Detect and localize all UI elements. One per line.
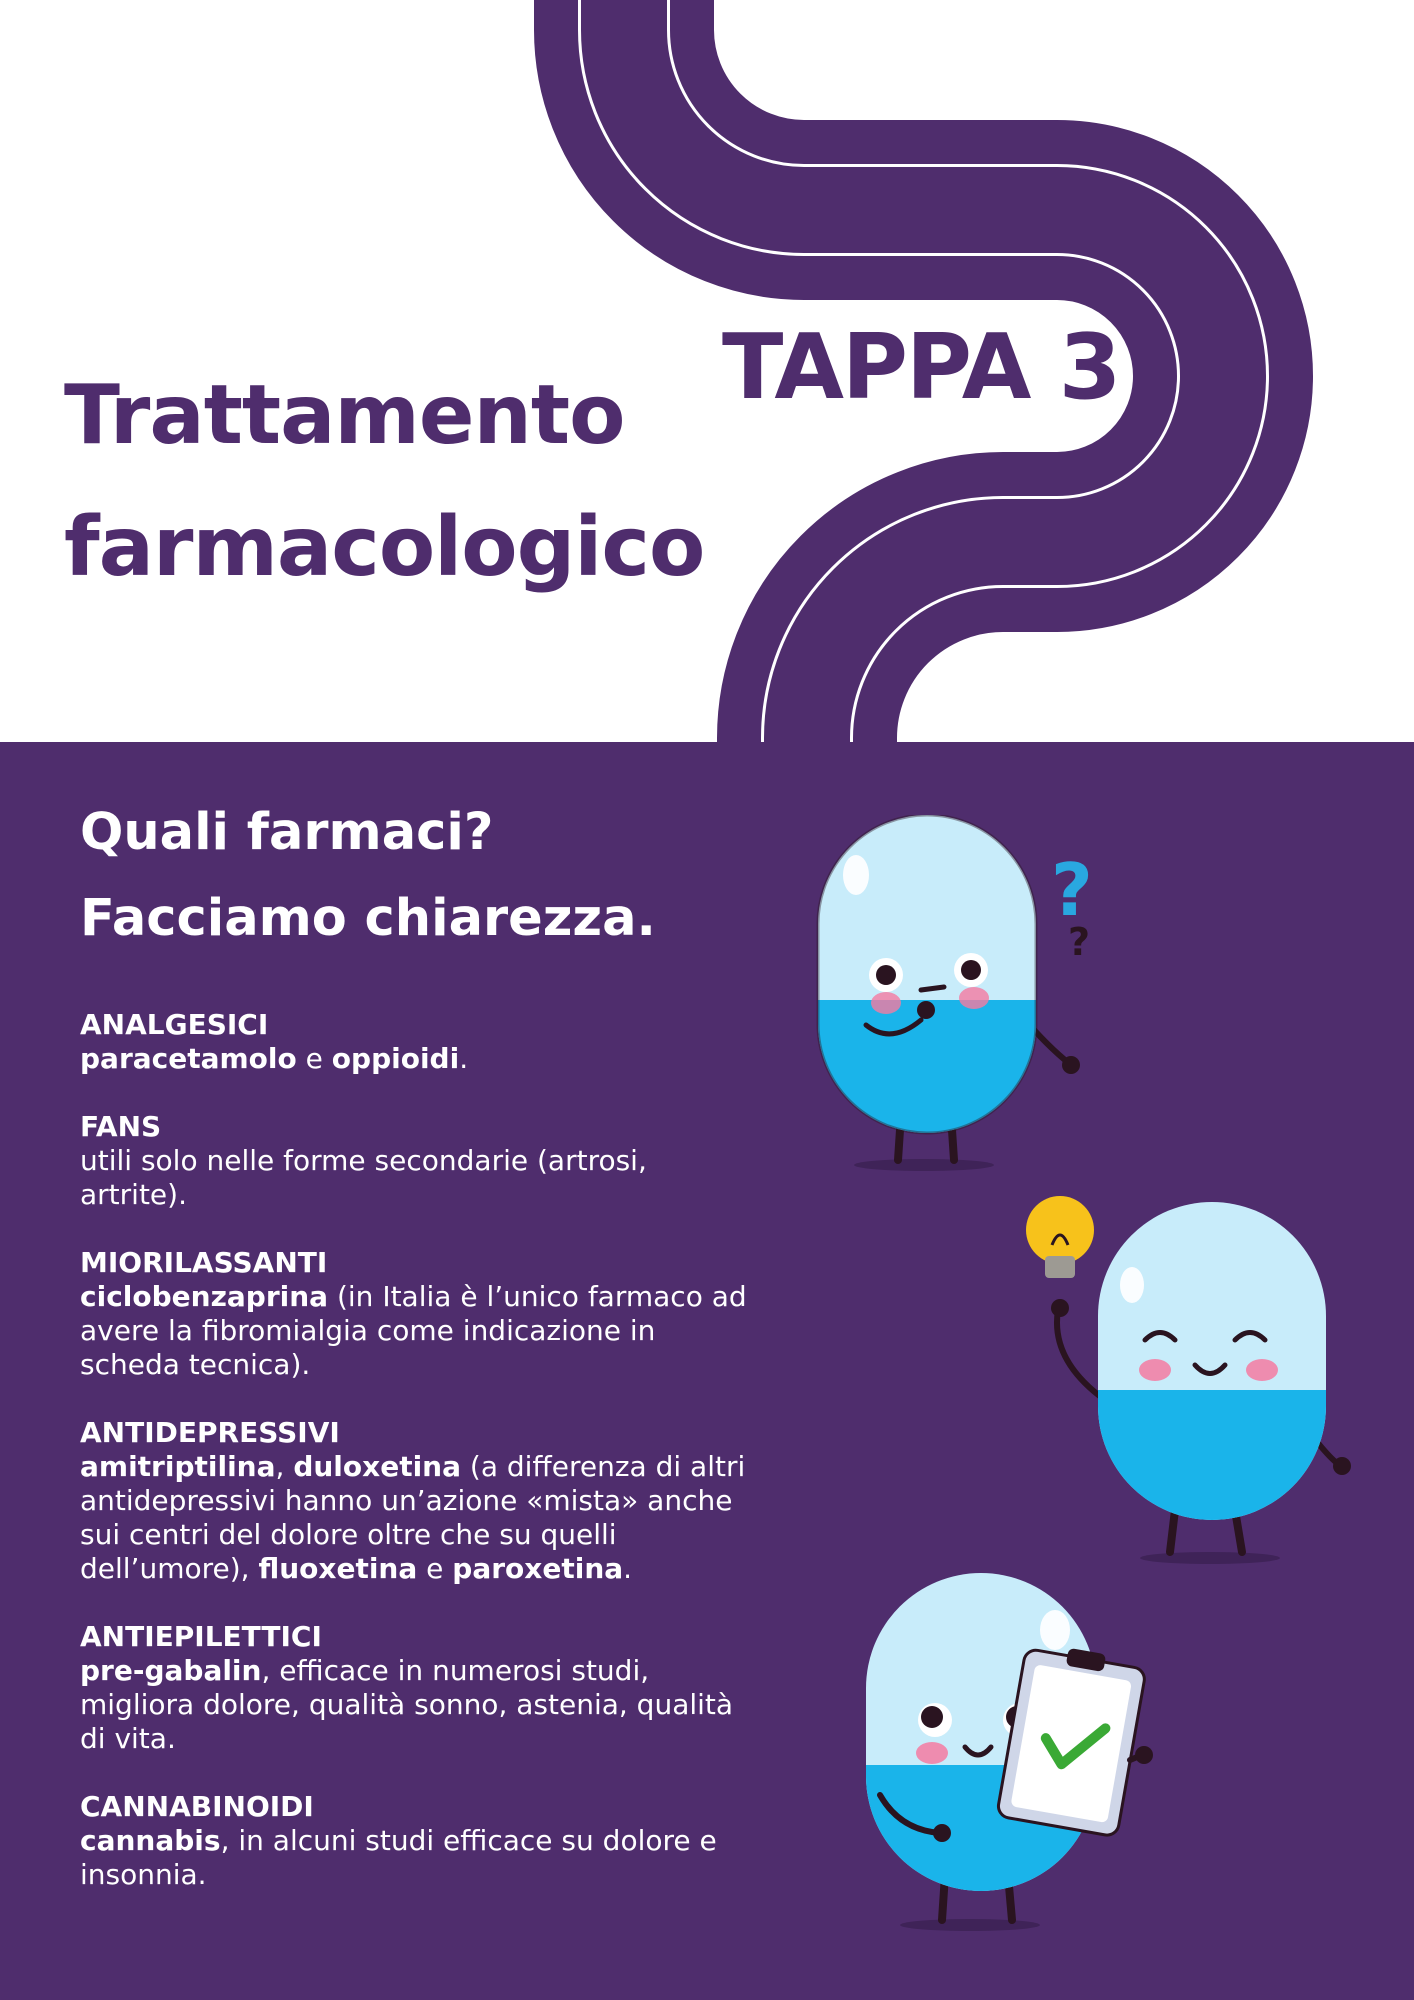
idea-pill-icon [1010, 1190, 1370, 1570]
checklist-pill-icon [860, 1565, 1180, 1935]
title-line-1: Trattamento [64, 368, 625, 463]
page-title [64, 350, 764, 614]
drug-class-item [80, 1008, 760, 1076]
description-text: . [623, 1552, 633, 1585]
heading-line-2: Facciamo chiarezza. [80, 889, 656, 948]
drug-class-description [80, 1824, 760, 1892]
drug-class-description [80, 1280, 760, 1382]
drug-name: pre-gabalin [80, 1654, 262, 1687]
drug-name: paracetamolo [80, 1042, 297, 1075]
drug-name: amitriptilina [80, 1450, 276, 1483]
drug-class-title: MIORILASSANTI [80, 1246, 328, 1279]
drug-class-item [80, 1246, 760, 1382]
drug-name: duloxetina [293, 1450, 461, 1483]
drug-class-list [80, 1008, 760, 1926]
description-text: , [275, 1450, 294, 1483]
description-text: (in Italia è l’unico farmaco ad avere la fibromialgia come indicazione in scheda tecnica). [80, 1280, 747, 1381]
description-text: , efficace in numerosi studi, migliora dolore, qualità sonno, astenia, qualità di vita. [80, 1654, 734, 1755]
drug-name: cannabis [80, 1824, 221, 1857]
drug-class-title: ANTIEPILETTICI [80, 1620, 322, 1653]
description-text: e [296, 1042, 332, 1075]
question-mark-icon: ? [1051, 848, 1093, 932]
drug-class-title: FANS [80, 1110, 162, 1143]
drug-class-item [80, 1110, 760, 1212]
description-text: utili solo nelle forme secondarie (artrosi, artrite). [80, 1144, 647, 1211]
drug-name: oppioidi [331, 1042, 460, 1075]
drug-class-description [80, 1042, 760, 1076]
section-heading [80, 790, 760, 962]
heading-line-1: Quali farmaci? [80, 803, 494, 862]
drug-name: paroxetina [452, 1552, 624, 1585]
drug-class-item [80, 1416, 760, 1586]
title-line-2: farmacologico [64, 500, 705, 595]
stage-label: TAPPA 3 [722, 315, 1120, 420]
drug-class-description [80, 1654, 760, 1756]
thinking-pill-icon [806, 815, 1106, 1175]
description-text: . [459, 1042, 469, 1075]
drug-class-title: CANNABINOIDI [80, 1790, 314, 1823]
svg-text:?: ? [1068, 920, 1091, 964]
drug-class-title: ANALGESICI [80, 1008, 269, 1041]
drug-name: fluoxetina [258, 1552, 418, 1585]
drug-class-description [80, 1450, 760, 1586]
drug-class-title: ANTIDEPRESSIVI [80, 1416, 340, 1449]
drug-class-item [80, 1620, 760, 1756]
description-text: e [417, 1552, 453, 1585]
drug-name: ciclobenzaprina [80, 1280, 329, 1313]
drug-class-description [80, 1144, 760, 1212]
description-text: , in alcuni studi efficace su dolore e insonnia. [80, 1824, 717, 1891]
drug-class-item [80, 1790, 760, 1892]
description-text: (a differenza di altri antidepressivi hanno un’azione «mista» anche sui centri del dolore oltre che su quelli dell’umore), [80, 1450, 746, 1585]
